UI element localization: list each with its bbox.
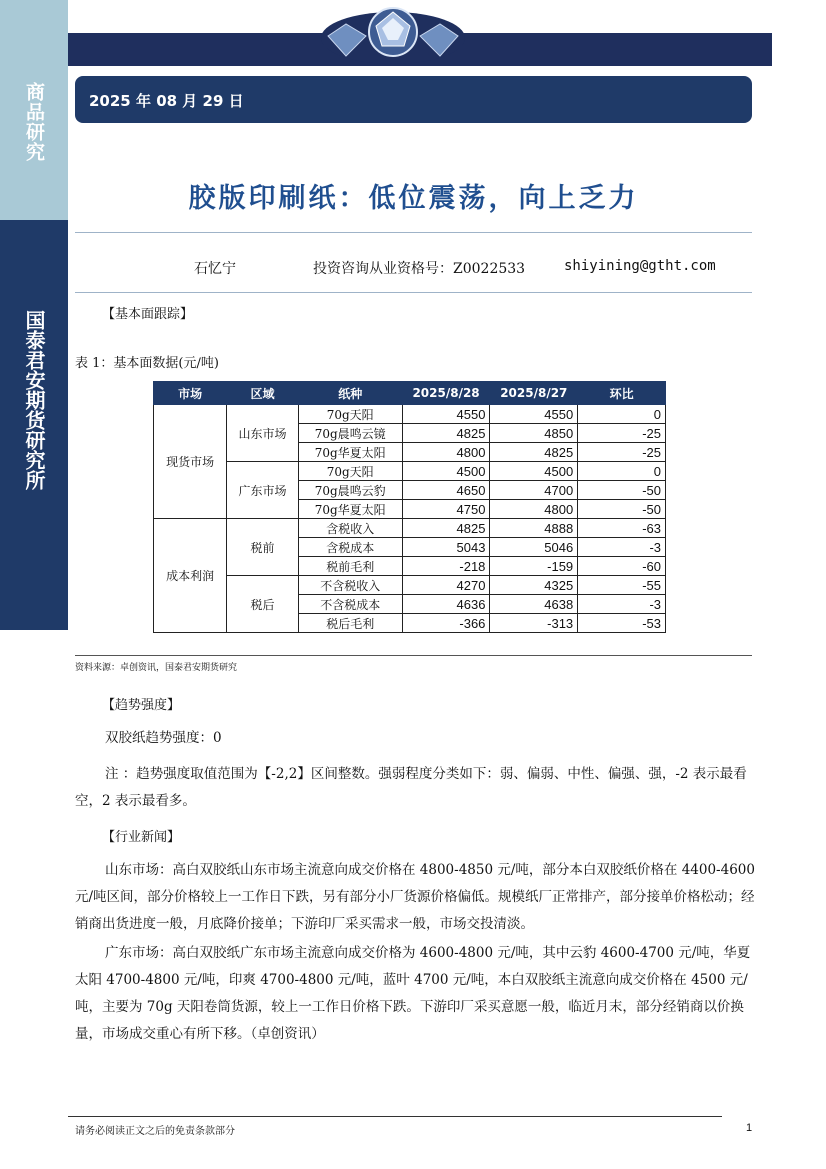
value-date2: 5046	[490, 538, 578, 557]
paper-type: 不含税成本	[298, 595, 402, 614]
value-change: -50	[578, 500, 666, 519]
value-date1: 5043	[402, 538, 490, 557]
paper-type: 不含税收入	[298, 576, 402, 595]
author-email: shiyining@gtht.com	[564, 258, 716, 274]
col-header-market: 市场	[154, 382, 227, 405]
value-date1: 4650	[402, 481, 490, 500]
sidebar-bottom	[0, 630, 68, 1169]
col-header-date2: 2025/8/27	[490, 382, 578, 405]
col-header-date1: 2025/8/28	[402, 382, 490, 405]
value-date2: 4888	[490, 519, 578, 538]
paper-type: 70g华夏太阳	[298, 443, 402, 462]
table-row	[154, 405, 666, 424]
diamond-logo-icon	[318, 2, 468, 66]
value-change: -25	[578, 443, 666, 462]
value-change: -3	[578, 538, 666, 557]
paper-type: 70g晨鸣云豹	[298, 481, 402, 500]
value-change: 0	[578, 462, 666, 481]
col-header-change: 环比	[578, 382, 666, 405]
value-change: -63	[578, 519, 666, 538]
sidebar-institute-label: 国泰君安期货研究所	[22, 310, 46, 490]
section-trend: 【趋势强度】	[102, 698, 181, 713]
value-date1: 4825	[402, 424, 490, 443]
section-news: 【行业新闻】	[102, 830, 181, 845]
value-date1: 4500	[402, 462, 490, 481]
value-date2: 4825	[490, 443, 578, 462]
left-sidebar	[0, 0, 68, 1169]
sidebar-category-label: 商品研究	[23, 82, 45, 162]
paper-type: 70g天阳	[298, 405, 402, 424]
author-divider	[75, 292, 752, 293]
news-guangdong: 广东市场：高白双胶纸广东市场主流意向成交价格为 4600-4800 元/吨，其中云豹 4600-4700 元/吨，华夏太阳 4700-4800 元/吨，印爽 4700-4800 元/吨，蓝叶 4700 元/吨，本白双胶纸主流意向成交价格在 4500 元/吨，主要为 70g 天阳卷筒货源，较上一工作日价格下跌。下游印厂采买意愿一般，临近月末，部分经销商以价换量，市场成交重心有所下移。（卓创资讯）	[75, 945, 751, 1042]
value-date1: 4550	[402, 405, 490, 424]
value-change: 0	[578, 405, 666, 424]
value-change: -3	[578, 595, 666, 614]
value-date1: 4800	[402, 443, 490, 462]
col-header-type: 纸种	[298, 382, 402, 405]
group-cost-profit: 成本利润	[154, 519, 227, 633]
table-source: 资料来源：卓创资讯，国泰君安期货研究	[75, 663, 238, 673]
date-bar	[75, 76, 752, 123]
table-row	[154, 519, 666, 538]
value-change: -53	[578, 614, 666, 633]
paper-type: 税前毛利	[298, 557, 402, 576]
value-date2: 4500	[490, 462, 578, 481]
fundamentals-table	[153, 381, 666, 633]
report-date: 2025 年 08 月 29 日	[89, 92, 244, 110]
paper-type: 含税成本	[298, 538, 402, 557]
title-divider	[75, 232, 752, 233]
value-date1: 4636	[402, 595, 490, 614]
paper-type: 70g华夏太阳	[298, 500, 402, 519]
value-date2: 4638	[490, 595, 578, 614]
paper-type: 70g天阳	[298, 462, 402, 481]
region-shandong: 山东市场	[227, 405, 298, 462]
trend-note: 注 ：趋势强度取值范围为【-2,2】区间整数。强弱程度分类如下：弱、偏弱、中性、偏强、强，-2 表示最看空，2 表示最看多。	[75, 766, 747, 809]
page-number: 1	[746, 1122, 753, 1134]
value-date2: -313	[490, 614, 578, 633]
value-change: -60	[578, 557, 666, 576]
region-guangdong: 广东市场	[227, 462, 298, 519]
value-date1: -366	[402, 614, 490, 633]
value-change: -55	[578, 576, 666, 595]
region-pretax: 税前	[227, 519, 298, 576]
footer-disclaimer: 请务必阅读正文之后的免责条款部分	[75, 1126, 235, 1137]
value-date1: 4825	[402, 519, 490, 538]
table-header-row	[154, 382, 666, 405]
value-date2: 4850	[490, 424, 578, 443]
paper-type: 含税收入	[298, 519, 402, 538]
col-header-region: 区域	[227, 382, 298, 405]
section-fundamentals: 【基本面跟踪】	[102, 307, 194, 322]
paper-type: 70g晨鸣云镜	[298, 424, 402, 443]
value-date1: -218	[402, 557, 490, 576]
region-posttax: 税后	[227, 576, 298, 633]
trend-value: 双胶纸趋势强度：0	[105, 730, 222, 746]
table-caption: 表 1：基本面数据(元/吨)	[75, 356, 219, 371]
news-shandong: 山东市场：高白双胶纸山东市场主流意向成交价格在 4800-4850 元/吨，部分本白双胶纸价格在 4400-4600 元/吨区间，部分价格较上一工作日下跌，另有部分小厂货源价格偏低。规模纸厂正常排产，部分接单价格松动；经销商出货进度一般，月底降价接单；下游印厂采买需求一般，市场交投清淡。	[75, 862, 755, 932]
value-date1: 4750	[402, 500, 490, 519]
author-license: 投资咨询从业资格号：Z0022533	[313, 261, 526, 277]
report-title: 胶版印刷纸：低位震荡，向上乏力	[188, 183, 639, 214]
value-date2: 4800	[490, 500, 578, 519]
paper-type: 税后毛利	[298, 614, 402, 633]
table-row	[154, 462, 666, 481]
group-spot-market: 现货市场	[154, 405, 227, 519]
footer-divider	[68, 1116, 722, 1117]
value-date1: 4270	[402, 576, 490, 595]
value-date2: 4700	[490, 481, 578, 500]
value-date2: 4550	[490, 405, 578, 424]
table-row	[154, 576, 666, 595]
value-date2: -159	[490, 557, 578, 576]
source-divider	[75, 655, 752, 656]
author-name: 石忆宁	[194, 261, 236, 277]
value-date2: 4325	[490, 576, 578, 595]
value-change: -25	[578, 424, 666, 443]
value-change: -50	[578, 481, 666, 500]
